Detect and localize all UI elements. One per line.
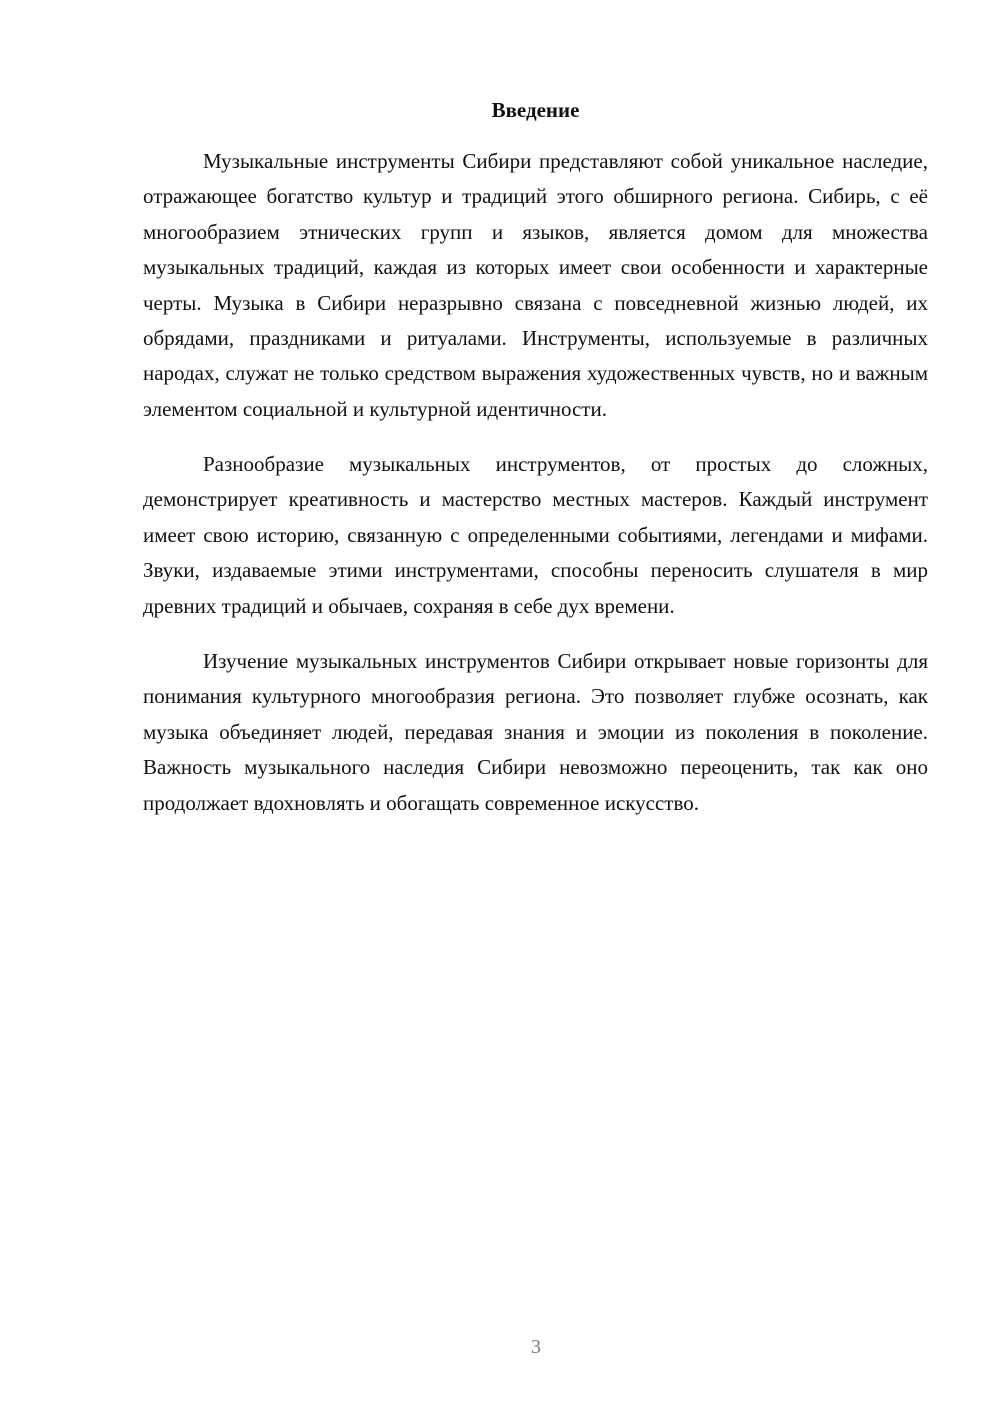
page-content [143, 96, 928, 841]
section-heading: Введение [491, 98, 580, 122]
paragraph-3: Изучение музыкальных инструментов Сибири открывает новые горизонты для понимания культурного многообразия региона. Это позволяет глубже осознать, как музыка объединяет людей, передавая знания и эмоции из поколения в поколение. Важность музыкального наследия Сибири невозможно переоценить, так как оно продолжает вдохновлять и обогащать современное искусство. [143, 648, 928, 815]
paragraph-1: Музыкальные инструменты Сибири представляют собой уникальное наследие, отражающее богатство культур и традиций этого обширного региона. Сибирь, с её многообразием этнических групп и языков, является домом для множества музыкальных традиций, каждая из которых имеет свои особенности и характерные черты. Музыка в Сибири неразрывно связана с повседневной жизнью людей, их обрядами, праздниками и ритуалами. Инструменты, используемые в различных народах, служат не только средством выражения художественных чувств, но и важным элементом социальной и культурной идентичности. [143, 149, 928, 421]
page-number: 3 [531, 1336, 541, 1358]
paragraph-2: Разнообразие музыкальных инструментов, от простых до сложных, демонстрирует креативность и мастерство местных мастеров. Каждый инструмент имеет свою историю, связанную с определенными событиями, легендами и мифами. Звуки, издаваемые этими инструментами, способны переносить слушателя в мир древних традиций и обычаев, сохраняя в себе дух времени. [143, 452, 928, 618]
